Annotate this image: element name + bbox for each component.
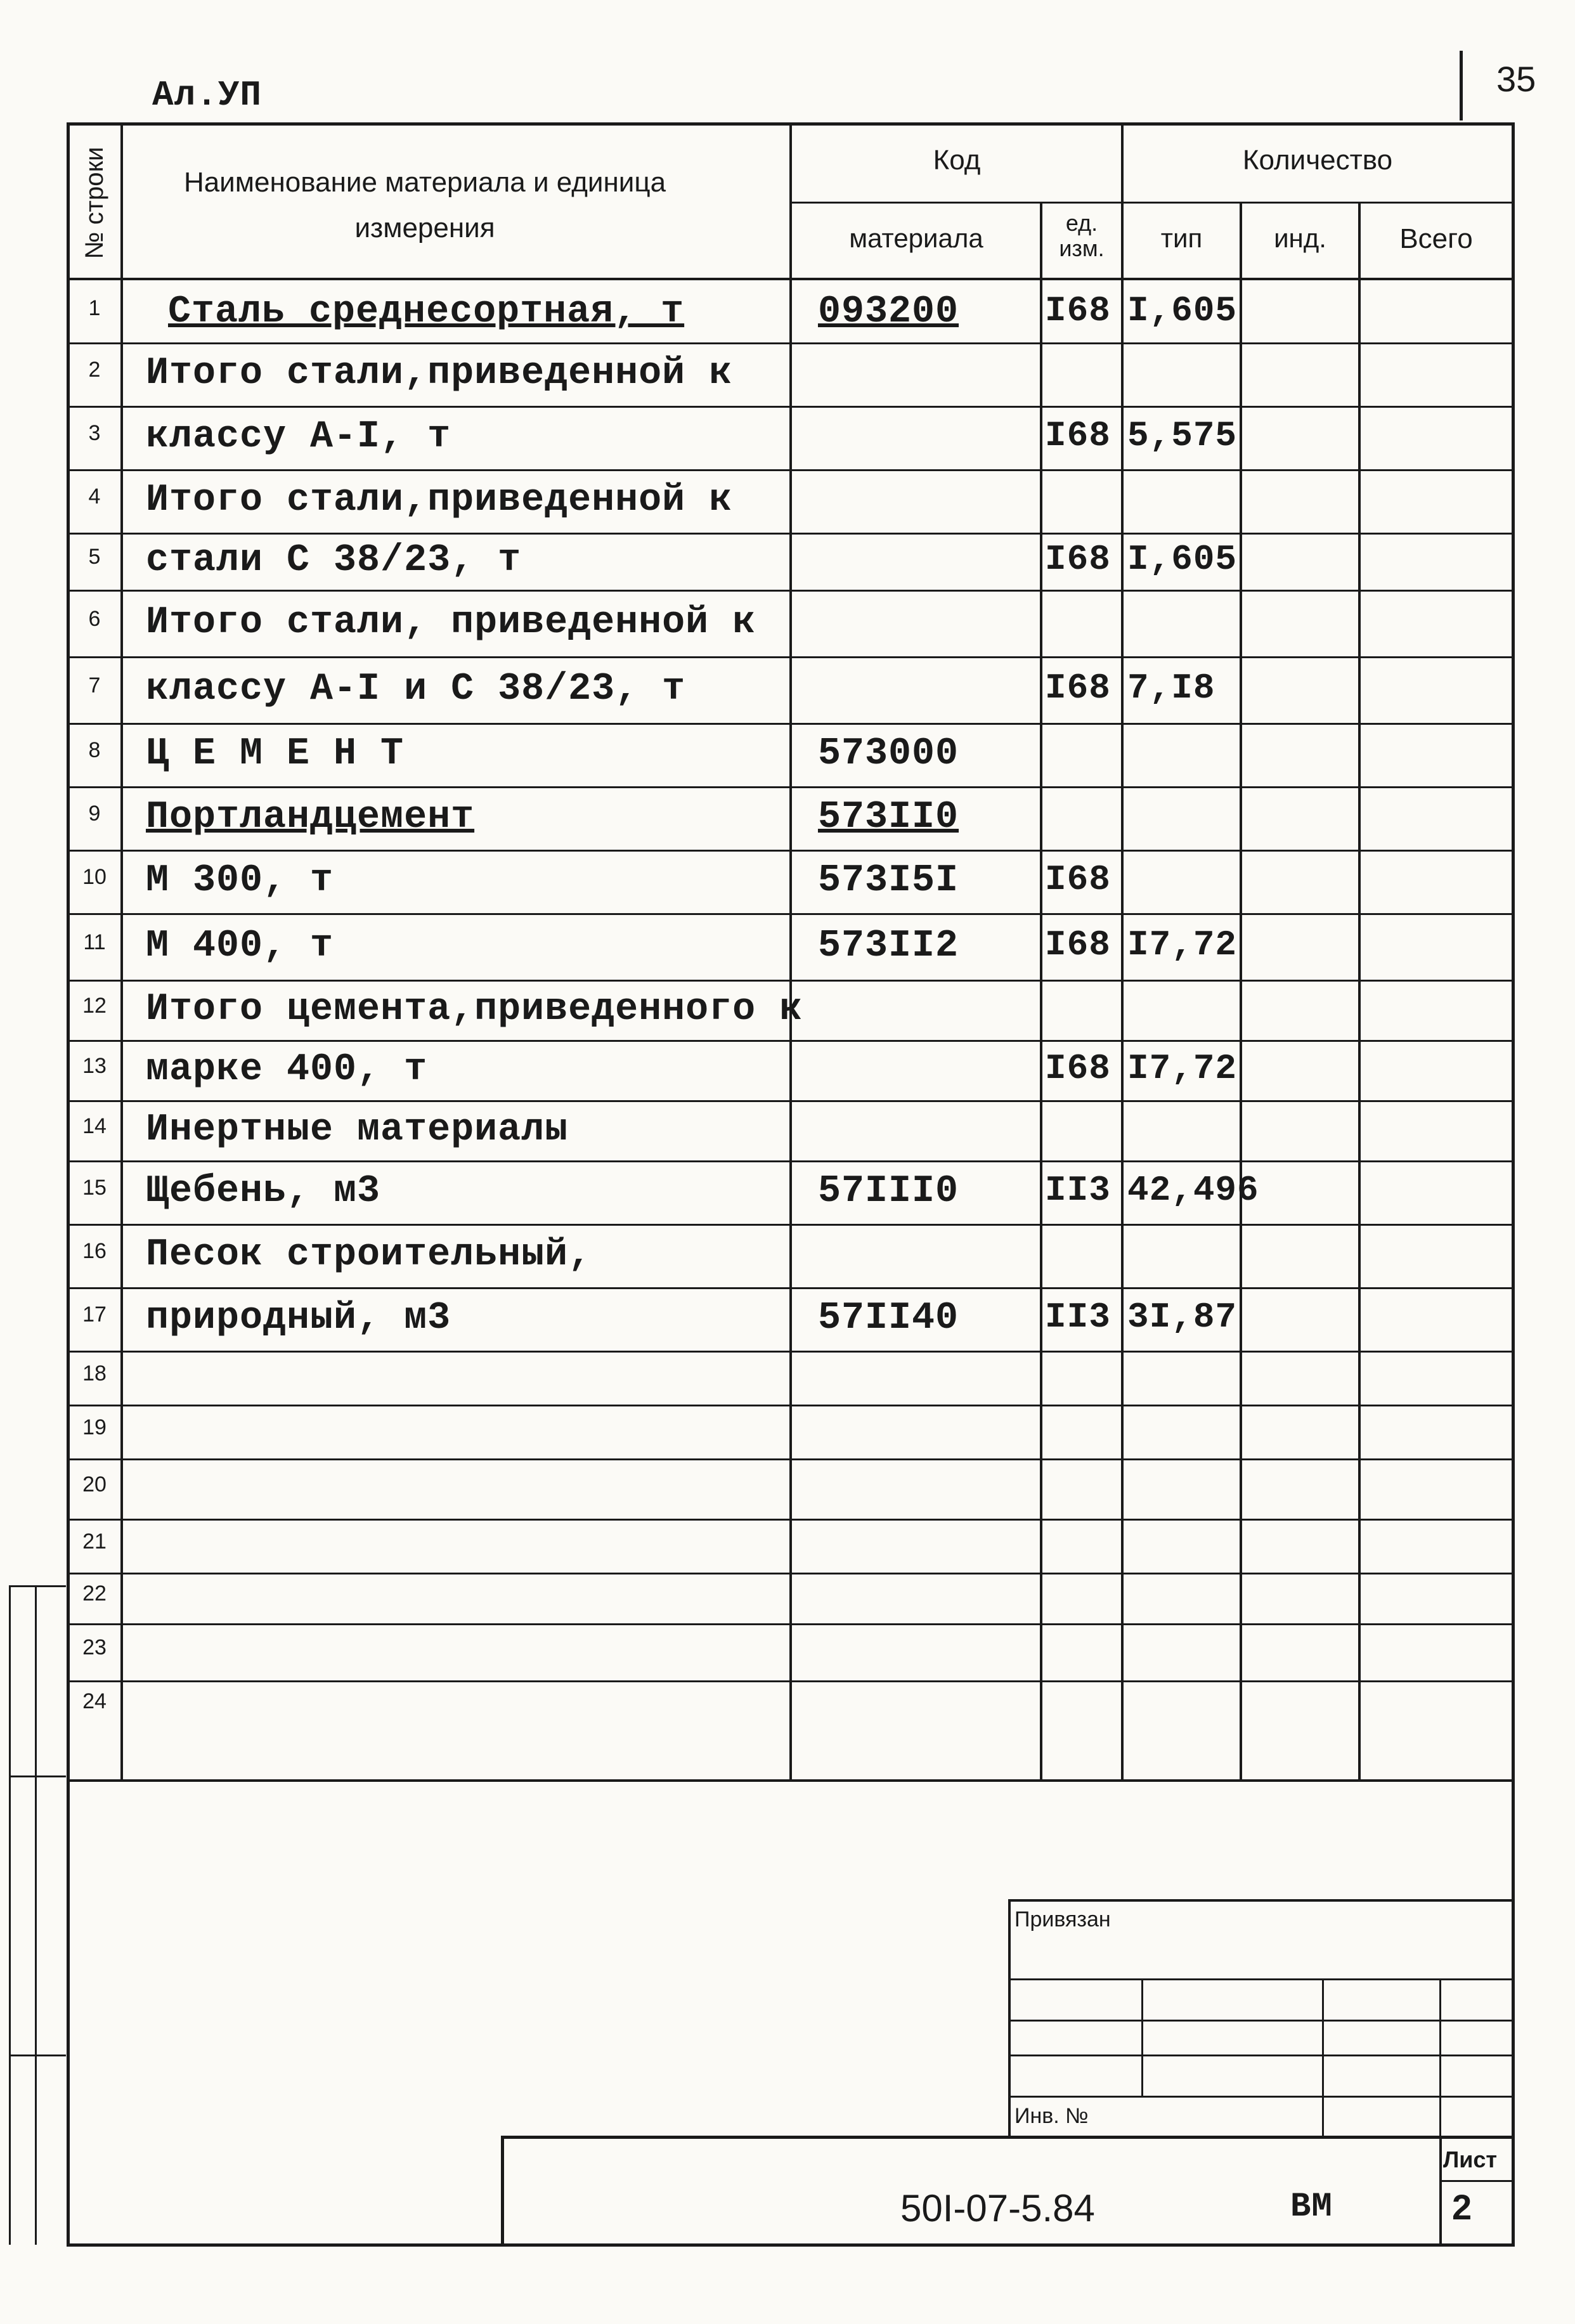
row-line [67,1160,1515,1162]
tb-col-1 [1141,1978,1143,2096]
header-quantity: Количество [1242,145,1393,176]
unit-code: II3 [1045,1297,1111,1337]
row-line [67,1519,1515,1521]
row-number: 5 [88,545,101,569]
header-code-material: материала [849,223,983,253]
unit-code: I68 [1045,859,1111,900]
unit-code: I68 [1045,667,1111,708]
quantity-type: I7,72 [1127,1048,1238,1089]
row-number: 24 [82,1689,107,1713]
binding-tick-1 [9,1585,66,1587]
material-name: Песок строительный, [146,1233,592,1276]
header-qty-ind: инд. [1274,223,1326,253]
row-number: 8 [88,738,101,762]
material-name: Ц Е М Е Н Т [146,732,405,776]
row-number: 23 [82,1635,107,1659]
material-name: Портландцемент [146,796,475,839]
unit-code: II3 [1045,1170,1111,1211]
header-qty-total: Всего [1399,223,1473,254]
quantity-type: 7,I8 [1127,667,1215,708]
tb-top [1008,1899,1515,1902]
sheet-label: Лист [1443,2146,1498,2172]
header-name [178,160,672,251]
material-name: стали С 38/23, т [146,539,522,582]
quantity-type: 5,575 [1127,415,1238,456]
row-line [67,342,1515,344]
header-row-number: № строки [81,146,108,259]
header-qty-type: тип [1160,223,1203,253]
material-name: М 300, т [146,859,334,902]
binding-line-2 [35,1585,37,2245]
document-mark: ВМ [1290,2188,1333,2226]
row-line [67,1287,1515,1289]
material-code: 573II2 [818,924,959,968]
col-line-code [1040,202,1042,1781]
tb-main-left [501,2136,504,2247]
row-number: 19 [82,1415,107,1439]
unit-code: I68 [1045,415,1111,456]
tb-col-2 [1322,1978,1324,2137]
row-line [67,590,1515,592]
header-code-unit: ед. изм. [1059,210,1105,261]
table-bottom [67,1779,1515,1782]
row-number: 15 [82,1176,107,1200]
quantity-type: I,605 [1127,539,1238,580]
material-name: классу А-I и С 38/23, т [146,667,686,711]
material-name: Итого стали, приведенной к [146,600,756,644]
material-code: 093200 [818,290,959,334]
row-number: 9 [88,802,101,826]
material-name: Сталь среднесортная, т [168,290,685,334]
col-line-ind [1358,202,1361,1781]
table-right-border [1512,122,1515,2247]
row-line [67,913,1515,915]
page-number: 35 [1496,59,1536,99]
quantity-type: 3I,87 [1127,1297,1238,1337]
header-bottom [67,278,1515,280]
row-number: 20 [82,1472,107,1496]
row-number: 21 [82,1529,107,1554]
row-line [67,1351,1515,1353]
row-line [67,1040,1515,1042]
row-line [67,1680,1515,1682]
col-line-type [1240,202,1242,1781]
row-line [67,850,1515,852]
col-line-name [789,122,792,1781]
tb-col-3 [1439,1978,1441,2137]
material-code: 573I5I [818,859,959,902]
tb-sheet-divider [1439,2136,1442,2247]
material-name: М 400, т [146,924,334,968]
row-line [67,1458,1515,1460]
binding-tick-3 [9,2055,66,2056]
quantity-type: I,605 [1127,290,1238,331]
row-number: 7 [88,673,101,698]
material-name: марке 400, т [146,1048,428,1091]
row-number: 18 [82,1361,107,1386]
row-line [67,1405,1515,1406]
material-name: Итого стали,приведенной к [146,479,733,522]
row-line [67,469,1515,471]
row-line [67,723,1515,725]
tb-sheet-line [1439,2180,1515,2182]
page-number-divider [1460,51,1463,120]
row-number: 13 [82,1053,107,1078]
material-name: Итого стали,приведенной к [146,352,733,395]
row-number: 1 [88,295,101,320]
row-line [67,1623,1515,1625]
row-number: 12 [82,993,107,1018]
col-line-rownum [120,122,123,1781]
row-number: 11 [83,930,106,954]
row-line [67,980,1515,982]
binding-tick-2 [9,1775,66,1777]
material-code: 57II40 [818,1297,959,1340]
col-line-unit [1121,122,1124,1781]
row-number: 10 [82,865,107,889]
row-number: 14 [82,1113,107,1138]
sheet-number: 2 [1452,2187,1472,2227]
row-number: 16 [82,1239,107,1263]
row-number: 2 [88,358,101,382]
material-name: Инертные материалы [146,1108,569,1152]
row-line [67,656,1515,658]
privyazan-label: Привязан [1014,1907,1111,1931]
inv-number-label: Инв. № [1014,2104,1089,2128]
material-name: Итого цемента,приведенного к [146,987,803,1031]
material-name: природный, м3 [146,1297,451,1340]
tb-main-top [501,2136,1515,2139]
row-line [67,533,1515,535]
material-code: 57III0 [818,1170,959,1213]
row-line [67,1573,1515,1574]
album-label: Ал.УП [152,75,262,115]
row-line [67,786,1515,788]
row-number: 22 [82,1581,107,1606]
material-code: 573000 [818,732,959,776]
header-subline [789,202,1515,204]
row-line [67,1224,1515,1226]
document-code: 50I-07-5.84 [900,2187,1095,2230]
header-code: Код [933,145,981,176]
header-name-text: Наименование материала и единица измерения [183,167,666,243]
unit-code: I68 [1045,539,1111,580]
row-number: 4 [88,484,101,509]
row-number: 17 [82,1302,107,1327]
binding-line-1 [9,1585,11,2245]
unit-code: I68 [1045,924,1111,965]
unit-code: I68 [1045,290,1111,331]
row-number: 3 [88,421,101,445]
material-name: классу А-I, т [146,415,451,458]
row-number: 6 [88,606,101,631]
quantity-type: 42,496 [1127,1170,1259,1211]
unit-code: I68 [1045,1048,1111,1089]
material-code: 573II0 [818,796,959,839]
tb-left [1008,1899,1011,2137]
row-line [67,406,1515,408]
page-bottom-border [67,2243,1515,2247]
row-line [67,1100,1515,1102]
quantity-type: I7,72 [1127,924,1238,965]
material-name: Щебень, м3 [146,1170,381,1213]
